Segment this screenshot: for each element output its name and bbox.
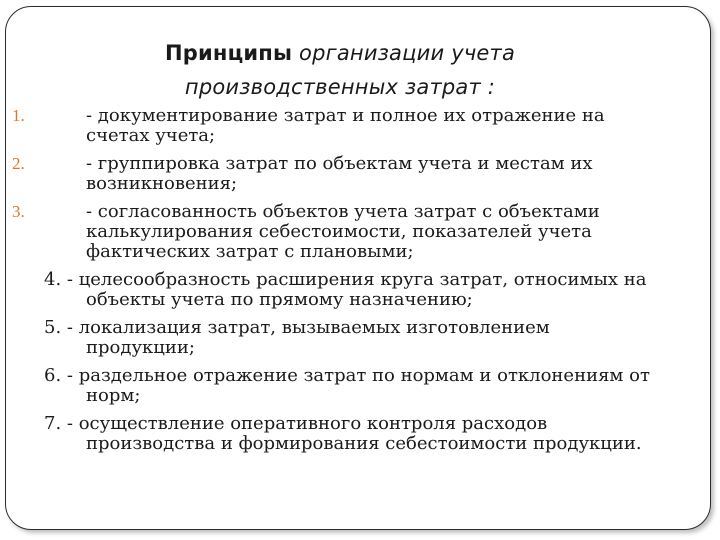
list-item-6-line-2: норм;: [86, 385, 141, 406]
list-item-6: [44, 366, 650, 406]
list-item-5-line-2: продукции;: [86, 337, 195, 358]
list-item-4-line-1: 4. - целесообразность расширения круга затрат, относимых на: [44, 269, 647, 290]
list-item-6-line-1: 6. - раздельное отражение затрат по нормам и отклонениям от: [44, 365, 650, 386]
title-rest: организации учета: [292, 41, 516, 65]
list-item-5-line-1: 5. - локализация затрат, вызываемых изготовлением: [44, 317, 550, 338]
list-item-2: [86, 154, 593, 194]
list-item-5: [44, 318, 550, 358]
list-item-3-line-1: - согласованность объектов учета затрат с объектами: [86, 201, 600, 222]
list-number-3: 3.: [12, 202, 25, 221]
list-item-1: [86, 106, 605, 146]
list-item-7: [44, 414, 642, 454]
list-item-2-line-2: возникновения;: [86, 173, 238, 194]
list-item-1-line-2: счетах учета;: [86, 125, 216, 146]
list-number-2: 2.: [12, 154, 25, 173]
title-line-2: производственных затрат :: [184, 75, 496, 99]
list-number-1: 1.: [12, 106, 25, 125]
list-item-7-line-1: 7. - осуществление оперативного контроля расходов: [44, 413, 548, 434]
list-item-3-line-3: фактических затрат с плановыми;: [86, 241, 414, 262]
list-item-4: [44, 270, 646, 310]
list-item-2-line-1: - группировка затрат по объектам учета и местам их: [86, 153, 593, 174]
list-item-7-line-2: производства и формирования себестоимости продукции.: [86, 433, 642, 454]
list-item-4-line-2: объекты учета по прямому назначению;: [86, 289, 473, 310]
list-item-3: [86, 202, 600, 262]
list-item-3-line-2: калькулирования себестоимости, показателей учета: [86, 221, 592, 242]
title-bold-word: Принципы: [164, 41, 293, 65]
list-item-1-line-1: - документирование затрат и полное их отражение на: [86, 105, 605, 126]
